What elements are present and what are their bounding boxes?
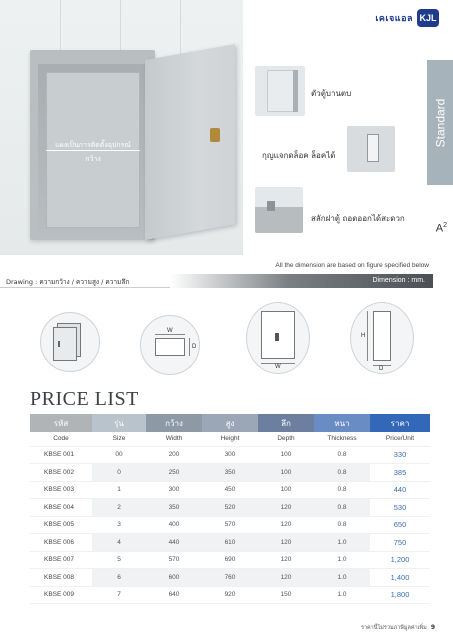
cell-code: KBSE 007 (30, 551, 92, 569)
header-row-th (30, 414, 430, 432)
cell-width: 300 (146, 481, 202, 499)
cell-price: 1,400 (370, 569, 430, 587)
cell-thickness: 1.0 (314, 586, 370, 604)
feature-image-lock (347, 126, 395, 172)
cell-thickness: 1.0 (314, 534, 370, 552)
cell-width: 200 (146, 446, 202, 464)
brand-text: เคเจแอล (375, 13, 413, 23)
page-footer (361, 624, 435, 632)
cell-height: 300 (202, 446, 258, 464)
table-row (30, 534, 430, 552)
cabinet-photo (0, 0, 243, 255)
cell-code: KBSE 004 (30, 499, 92, 517)
cell-depth: 100 (258, 446, 314, 464)
width-arrow (46, 150, 140, 151)
feature-caption: สลักฝาตู้ ถอดออกได้สะดวก (311, 214, 405, 223)
table-row (30, 586, 430, 604)
cell-thickness: 0.8 (314, 464, 370, 482)
cell-code: KBSE 005 (30, 516, 92, 534)
cell-size: 2 (92, 499, 146, 517)
cell-width: 250 (146, 464, 202, 482)
cell-price: 530 (370, 499, 430, 517)
col-header: กว้าง (146, 414, 202, 432)
cell-size: 0 (92, 464, 146, 482)
table-row (30, 481, 430, 499)
cell-size: 3 (92, 516, 146, 534)
page-number: 9 (430, 624, 435, 631)
brand-badge: KJL (417, 9, 439, 27)
cell-price: 440 (370, 481, 430, 499)
feature-image-box (255, 66, 305, 116)
table-row (30, 569, 430, 587)
cell-height: 450 (202, 481, 258, 499)
cell-price: 1,200 (370, 551, 430, 569)
col-header: สูง (202, 414, 258, 432)
cell-height: 610 (202, 534, 258, 552)
cell-width: 640 (146, 586, 202, 604)
table-row (30, 446, 430, 464)
price-table (30, 414, 430, 604)
cell-depth: 120 (258, 569, 314, 587)
cell-price: 650 (370, 516, 430, 534)
brand-logo (375, 8, 439, 28)
cell-price: 750 (370, 534, 430, 552)
price-list-title: PRICE LIST (30, 388, 139, 410)
plate-width-label: กว้าง (85, 155, 101, 163)
dimension-note: All the dimension are based on figure specified below (275, 262, 429, 269)
cell-depth: 100 (258, 481, 314, 499)
drawing-legend: Drawing : ความกว้าง / ความสูง / ความลึก (0, 274, 170, 288)
cabinet-drawing-top: W D (140, 315, 200, 375)
col-header: รหัส (30, 414, 92, 432)
cell-depth: 100 (258, 464, 314, 482)
cell-thickness: 0.8 (314, 481, 370, 499)
plate-label: แผงเป็นการติดตั้งอุปกรณ์ (55, 141, 131, 149)
cabinet-drawing-side: H D (350, 302, 414, 374)
table-row (30, 499, 430, 517)
cell-size: 5 (92, 551, 146, 569)
cabinet-door (145, 44, 235, 240)
col-header: รุ่น (92, 414, 146, 432)
cell-thickness: 1.0 (314, 551, 370, 569)
cell-size: 00 (92, 446, 146, 464)
cell-height: 690 (202, 551, 258, 569)
cell-height: 520 (202, 499, 258, 517)
footer-note: ราคานี้ไม่รวมภาษีมูลค่าเพิ่ม (360, 625, 427, 631)
cell-height: 570 (202, 516, 258, 534)
cell-height: 920 (202, 586, 258, 604)
cell-depth: 150 (258, 586, 314, 604)
lock-icon (210, 128, 220, 142)
cell-depth: 120 (258, 499, 314, 517)
cell-thickness: 0.8 (314, 446, 370, 464)
category-tab (427, 60, 453, 185)
cell-depth: 120 (258, 534, 314, 552)
table-row (30, 464, 430, 482)
cell-code: KBSE 006 (30, 534, 92, 552)
feature-caption: ตัวตู้บานตบ (311, 89, 352, 98)
col-header: หนา (314, 414, 370, 432)
cell-width: 400 (146, 516, 202, 534)
cell-thickness: 0.8 (314, 499, 370, 517)
cell-code: KBSE 009 (30, 586, 92, 604)
header-row-en: Code Size Width Height Depth Thickness Price/Unit (30, 432, 430, 446)
col-header: ลึก (258, 414, 314, 432)
cell-code: KBSE 008 (30, 569, 92, 587)
cell-code: KBSE 001 (30, 446, 92, 464)
cell-width: 570 (146, 551, 202, 569)
cell-width: 350 (146, 499, 202, 517)
feature-caption: กุญแจกดล็อค ล็อคได้ (262, 151, 336, 160)
table-row (30, 516, 430, 534)
cabinet-drawing-front: W (246, 302, 310, 374)
cell-size: 1 (92, 481, 146, 499)
cell-price: 330 (370, 446, 430, 464)
col-header: ราคา (370, 414, 430, 432)
cell-thickness: 1.0 (314, 569, 370, 587)
cell-size: 7 (92, 586, 146, 604)
cabinet-drawing-3d (40, 312, 100, 372)
cell-width: 440 (146, 534, 202, 552)
feature-image-hinge (255, 187, 303, 233)
cell-code: KBSE 003 (30, 481, 92, 499)
cell-price: 1,800 (370, 586, 430, 604)
cell-width: 600 (146, 569, 202, 587)
cell-thickness: 0.8 (314, 516, 370, 534)
cell-depth: 120 (258, 551, 314, 569)
cell-size: 4 (92, 534, 146, 552)
cell-size: 6 (92, 569, 146, 587)
cell-price: 385 (370, 464, 430, 482)
category-label: Standard (433, 98, 448, 147)
cell-code: KBSE 002 (30, 464, 92, 482)
cell-height: 350 (202, 464, 258, 482)
table-row (30, 551, 430, 569)
dimension-unit-bar: Dimension : mm. (170, 274, 433, 288)
cell-height: 760 (202, 569, 258, 587)
category-code: $A^2$ (435, 222, 447, 235)
cell-depth: 120 (258, 516, 314, 534)
